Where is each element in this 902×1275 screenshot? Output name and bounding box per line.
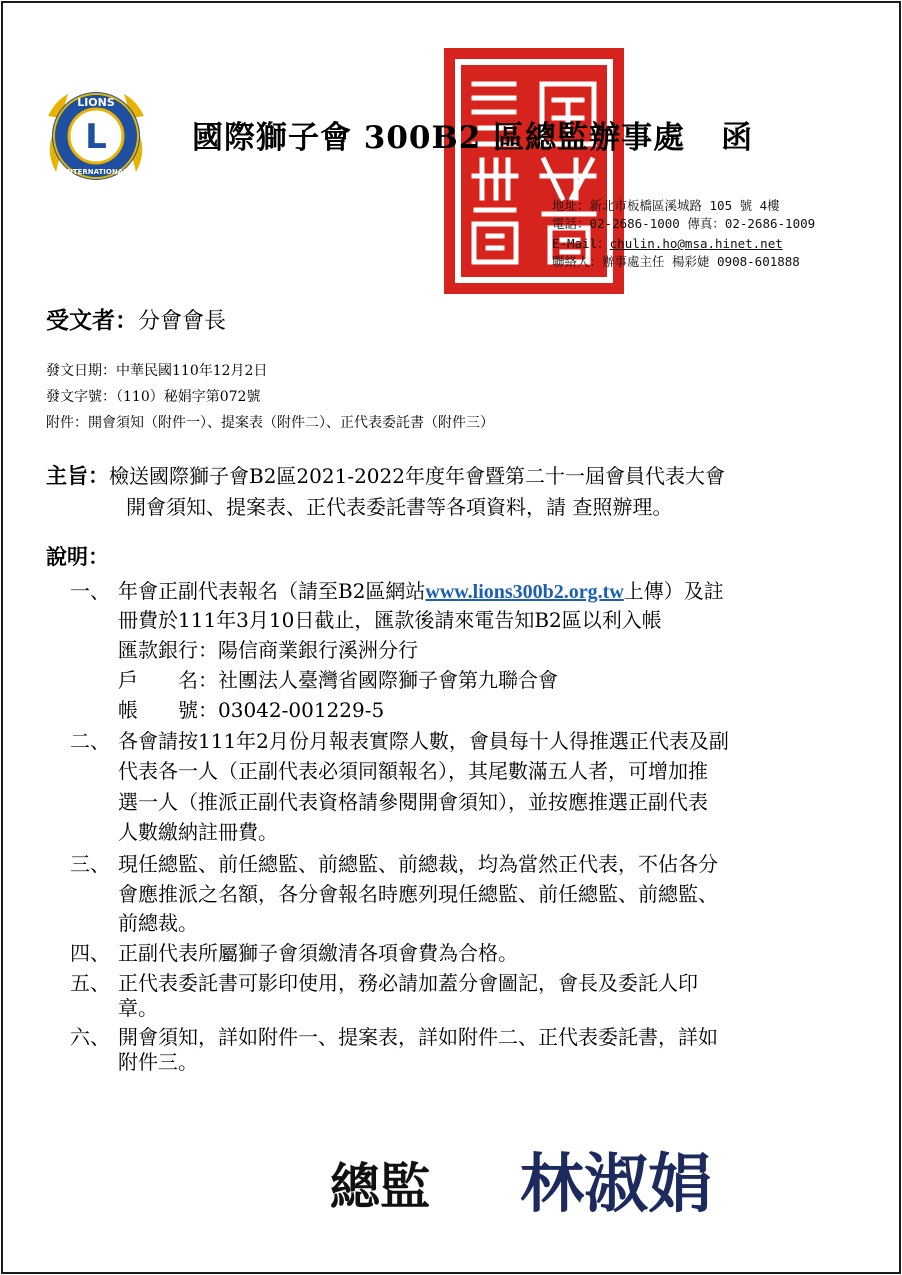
item-2-line: 各會請按111年2月份月報表實際人數，會員每十人得推選正代表及副 [118,729,729,753]
bank-name: 匯款銀行：陽信商業銀行溪洲分行 [118,638,418,662]
item-1-text-a: 年會正副代表報名（請至B2區網站 [118,579,426,603]
account-name: 戶 名：社團法人臺灣省國際獅子會第九聯合會 [118,668,558,692]
director-signature [330,1140,790,1220]
contact-email-row [552,234,783,252]
item-1-text-b: 上傳）及註 [623,579,724,603]
agency-name: 國際獅子會 300B2 區總監辦事處 [192,120,686,156]
item-3-line: 會應推派之名額，各分會報名時應列現任總監、前任總監、前總監、 [118,882,718,906]
item-2-num: 二、 [70,729,110,753]
item-2-line: 選一人（推派正副代表資格請參閱開會須知），並按應推選正副代表 [118,790,708,814]
item-6-line: 開會須知，詳如附件一、提案表，詳如附件二、正代表委託書，詳如 [118,1025,718,1049]
subject-line-1 [46,460,725,492]
contact-phone-fax: 電話：02-2686-1000 傳真：02-2686-1009 [552,216,816,231]
recipient-label: 受文者： [46,307,138,334]
subject-text-1: 檢送國際獅子會B2區2021-2022年度年會暨第二十一屆會員代表大會 [109,464,725,488]
item-6-num: 六、 [70,1025,110,1049]
item-1-line-2: 冊費於111年3月10日截止，匯款後請來電告知B2區以利入帳 [118,608,662,632]
item-1-line-1 [118,575,724,604]
logo-text-top: LIONS [77,96,115,109]
item-4-line: 正副代表所屬獅子會須繳清各項會費為合格。 [118,941,518,965]
email-link[interactable]: chulin.ho@msa.hinet.net [609,236,783,251]
document-type: 函 [721,120,754,156]
contact-person: 聯絡人：辦事處主任 楊彩婕 0908-601888 [552,254,800,269]
attachments: 附件：開會須知（附件一）、提案表（附件二）、正代表委託書（附件三） [46,415,494,431]
item-3-num: 三、 [70,852,110,876]
item-3-line: 現任總監、前任總監、前總監、前總裁，均為當然正代表，不佔各分 [118,852,718,876]
item-1-num: 一、 [70,579,110,603]
item-6-line: 附件三。 [118,1050,198,1074]
account-number: 帳 號：03042-001229-5 [118,698,385,722]
recipient-value: 分會會長 [138,309,227,334]
item-4-num: 四、 [70,941,110,965]
logo-text-bottom: INTERNATIONAL [64,168,128,176]
email-label: E-Mail： [552,236,610,251]
contact-address: 地址：新北市板橋區溪城路 105 號 4樓 [552,198,780,213]
item-3-line: 前總裁。 [118,911,198,935]
item-2-line: 代表各一人（正副代表必須同額報名），其尾數滿五人者，可增加推 [118,759,708,783]
document-number: 發文字號：（110）秘娟字第072號 [46,389,261,405]
signature-name: 林淑娟 [520,1147,712,1220]
signature-title: 總監 [330,1157,430,1216]
subject-text-2: 開會須知、提案表、正代表委託書等各項資料，請 查照辦理。 [126,495,673,519]
lions-international-logo [42,76,150,194]
item-5-num: 五、 [70,971,110,995]
recipient [46,302,226,335]
logo-letter: L [85,117,107,157]
issue-date: 發文日期：中華民國110年12月2日 [46,363,268,379]
document-title [192,112,753,157]
district-website-link[interactable]: www.lions300b2.org.tw [425,581,624,603]
item-2-line: 人數繳納註冊費。 [118,820,278,844]
subject-label: 主旨： [46,463,109,488]
explanation-title: 說明： [46,544,109,569]
item-5-line: 章。 [118,996,158,1020]
item-5-line: 正代表委託書可影印使用，務必請加蓋分會圖記，會長及委託人印 [118,971,698,995]
